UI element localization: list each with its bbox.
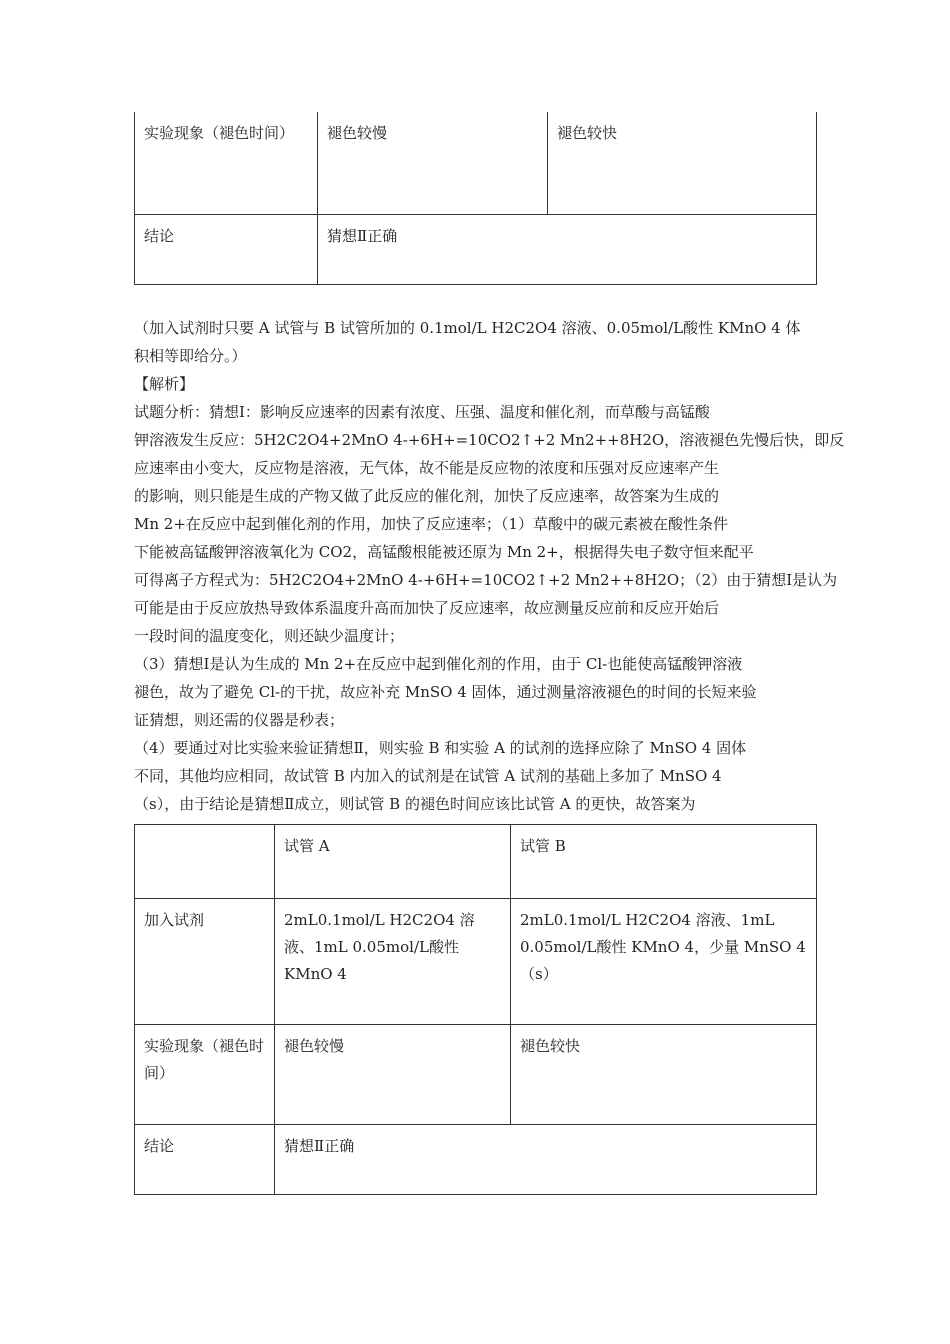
- analysis-line: 褪色，故为了避免 Cl-的干扰，故应补充 MnSO 4 固体，通过测量溶液褪色的时间的长短来验: [134, 683, 757, 701]
- analysis-line: 试题分析：猜想Ⅰ：影响反应速率的因素有浓度、压强、温度和催化剂，而草酸与高锰酸: [134, 403, 710, 421]
- analysis-line: 证猜想，则还需的仪器是秒表；: [134, 711, 345, 729]
- analysis-line: 一段时间的温度变化，则还缺少温度计；: [134, 627, 405, 645]
- reagent-a: 2mL0.1mol/L H2C2O4 溶液、1mL 0.05mol/L酸性 KMnO 4: [275, 899, 511, 1025]
- analysis-line: 可能是由于反应放热导致体系温度升高而加快了反应速率，故应测量反应前和反应开始后: [134, 599, 720, 617]
- note-block: [134, 314, 845, 818]
- analysis-line: 不同，其他均应相同，故试管 B 内加入的试剂是在试管 A 试剂的基础上多加了 MnSO 4: [134, 767, 722, 785]
- header-blank: [135, 825, 275, 899]
- analysis-title: 【解析】: [134, 375, 195, 393]
- note-line-2: 积相等即给分。）: [134, 347, 247, 365]
- note-line-1: （加入试剂时只要 A 试管与 B 试管所加的 0.1mol/L H2C2O4 溶液、0.05mol/L酸性 KMnO 4 体: [134, 319, 801, 337]
- conclusion-label: 结论: [135, 1125, 275, 1195]
- analysis-line: Mn 2+在反应中起到催化剂的作用，加快了反应速率；（1）草酸中的碳元素被在酸性条件: [134, 515, 728, 533]
- analysis-line: 钾溶液发生反应：5H2C2O4+2MnO 4-+6H+=10CO2↑+2 Mn2++8H2O，溶液褪色先慢后快，即反: [134, 431, 845, 449]
- analysis-line: 下能被高锰酸钾溶液氧化为 CO2，高锰酸根能被还原为 Mn 2+，根据得失电子数守恒来配平: [134, 543, 754, 561]
- analysis-line: 的影响，则只能是生成的产物又做了此反应的催化剂，加快了反应速率，故答案为生成的: [134, 487, 720, 505]
- header-tube-b: 试管 B: [511, 825, 817, 899]
- phenomenon-b: 褪色较快: [548, 112, 817, 214]
- bottom-table: [134, 824, 817, 1195]
- phenomenon-label: 实验现象（褪色时间）: [135, 112, 318, 214]
- conclusion-label: 结论: [135, 214, 318, 284]
- analysis-line: 应速率由小变大，反应物是溶液，无气体，故不能是反应物的浓度和压强对反应速率产生: [134, 459, 720, 477]
- phenomenon-b: 褪色较快: [511, 1025, 817, 1125]
- phenomenon-a: 褪色较慢: [318, 112, 548, 214]
- analysis-line: 可得离子方程式为：5H2C2O4+2MnO 4-+6H+=10CO2↑+2 Mn2++8H2O；（2）由于猜想Ⅰ是认为: [134, 571, 838, 589]
- reagent-b: 2mL0.1mol/L H2C2O4 溶液、1mL 0.05mol/L酸性 KMnO 4，少量 MnSO 4（s）: [511, 899, 817, 1025]
- conclusion-value: 猜想Ⅱ正确: [275, 1125, 817, 1195]
- analysis-line: （3）猜想Ⅰ是认为生成的 Mn 2+在反应中起到催化剂的作用，由于 Cl-也能使高锰酸钾溶液: [134, 655, 743, 673]
- top-table: [134, 112, 817, 285]
- conclusion-value: 猜想Ⅱ正确: [318, 214, 817, 284]
- reagent-label: 加入试剂: [135, 899, 275, 1025]
- phenomenon-label: 实验现象（褪色时间）: [135, 1025, 275, 1125]
- analysis-line: （4）要通过对比实验来验证猜想Ⅱ，则实验 B 和实验 A 的试剂的选择应除了 MnSO 4 固体: [134, 739, 747, 757]
- header-tube-a: 试管 A: [275, 825, 511, 899]
- analysis-line: （s），由于结论是猜想Ⅱ成立，则试管 B 的褪色时间应该比试管 A 的更快，故答案为: [134, 795, 696, 813]
- phenomenon-a: 褪色较慢: [275, 1025, 511, 1125]
